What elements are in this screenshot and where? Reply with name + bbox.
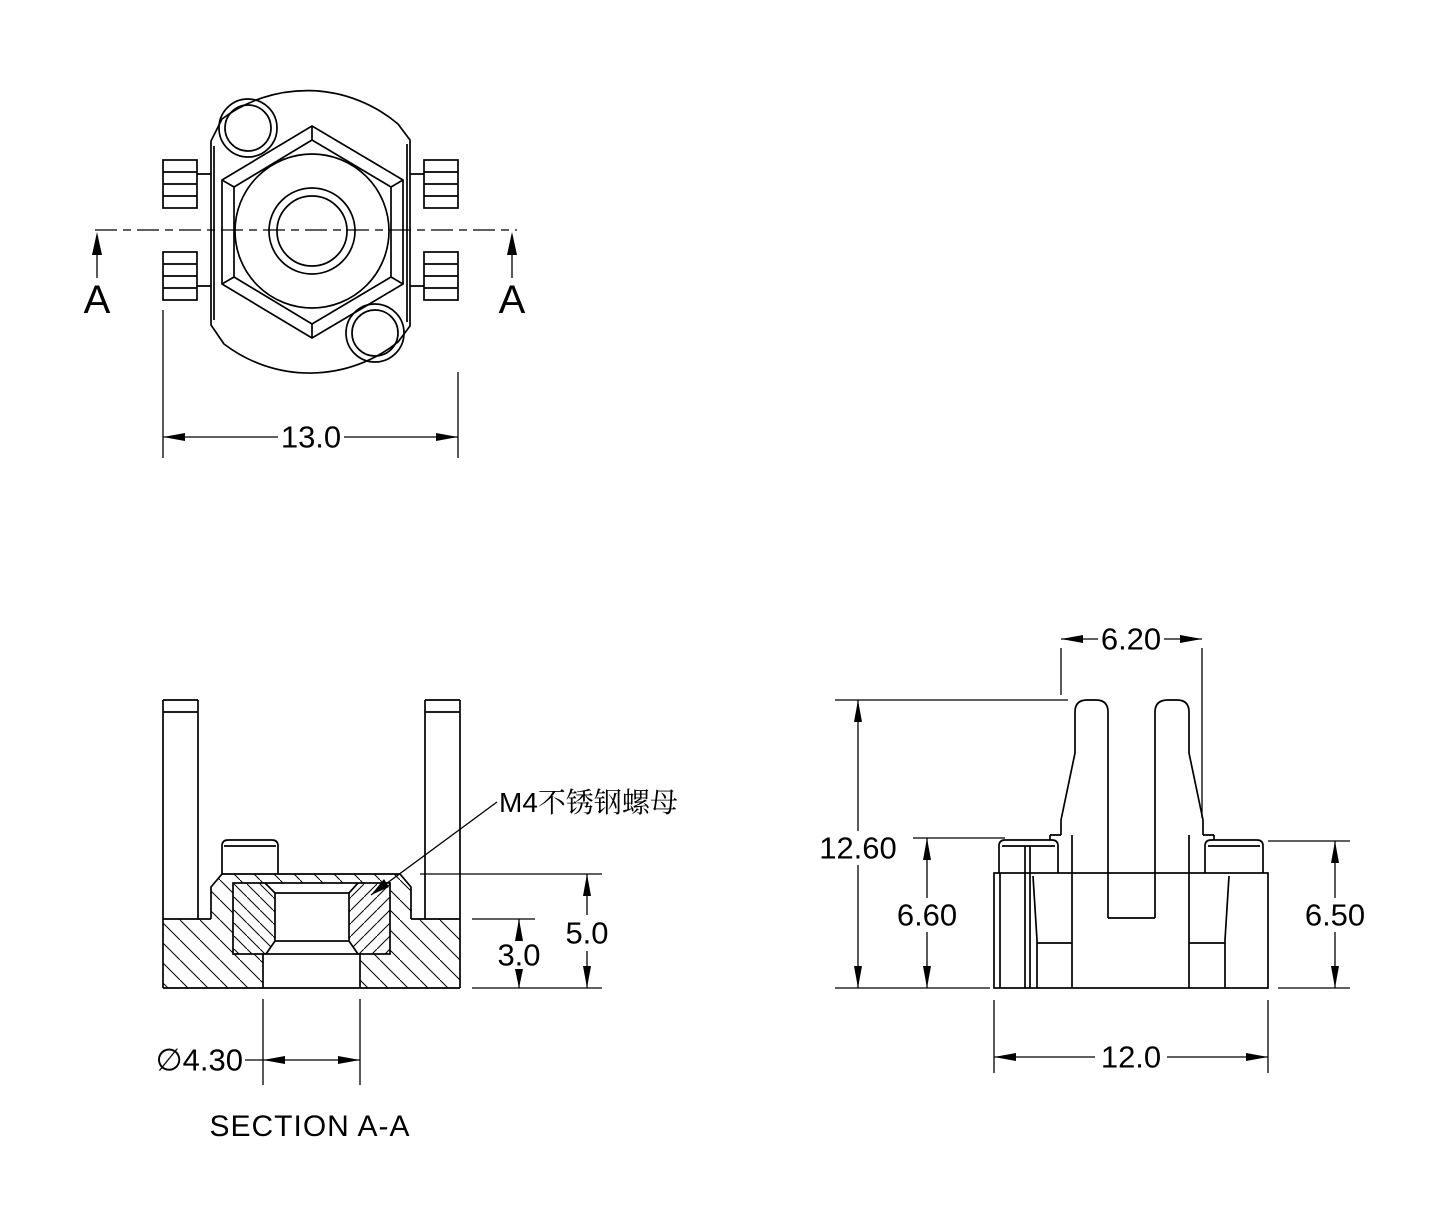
nut-note-label: M4不锈钢螺母 (499, 787, 678, 818)
dim-height-5-label: 5.0 (565, 915, 609, 951)
dim-prong-span-label: 6.20 (1100, 621, 1162, 657)
dim-left-height-label: 6.60 (896, 897, 958, 933)
dim-right-height-label: 6.50 (1304, 897, 1366, 933)
section-label-left: A (83, 278, 111, 322)
hatch-nut-right (349, 883, 390, 954)
section-label-right: A (498, 278, 526, 322)
dim-hole-dia-label: ∅4.30 (155, 1042, 243, 1078)
dim-base-height-3-label: 3.0 (497, 937, 541, 973)
hatch-nut-left (233, 883, 275, 954)
dim-total-height-label: 12.60 (819, 830, 897, 866)
dim-width-13-label: 13.0 (280, 419, 342, 455)
section-title: SECTION A-A (209, 1110, 411, 1143)
dim-side-width-label: 12.0 (1100, 1039, 1162, 1075)
